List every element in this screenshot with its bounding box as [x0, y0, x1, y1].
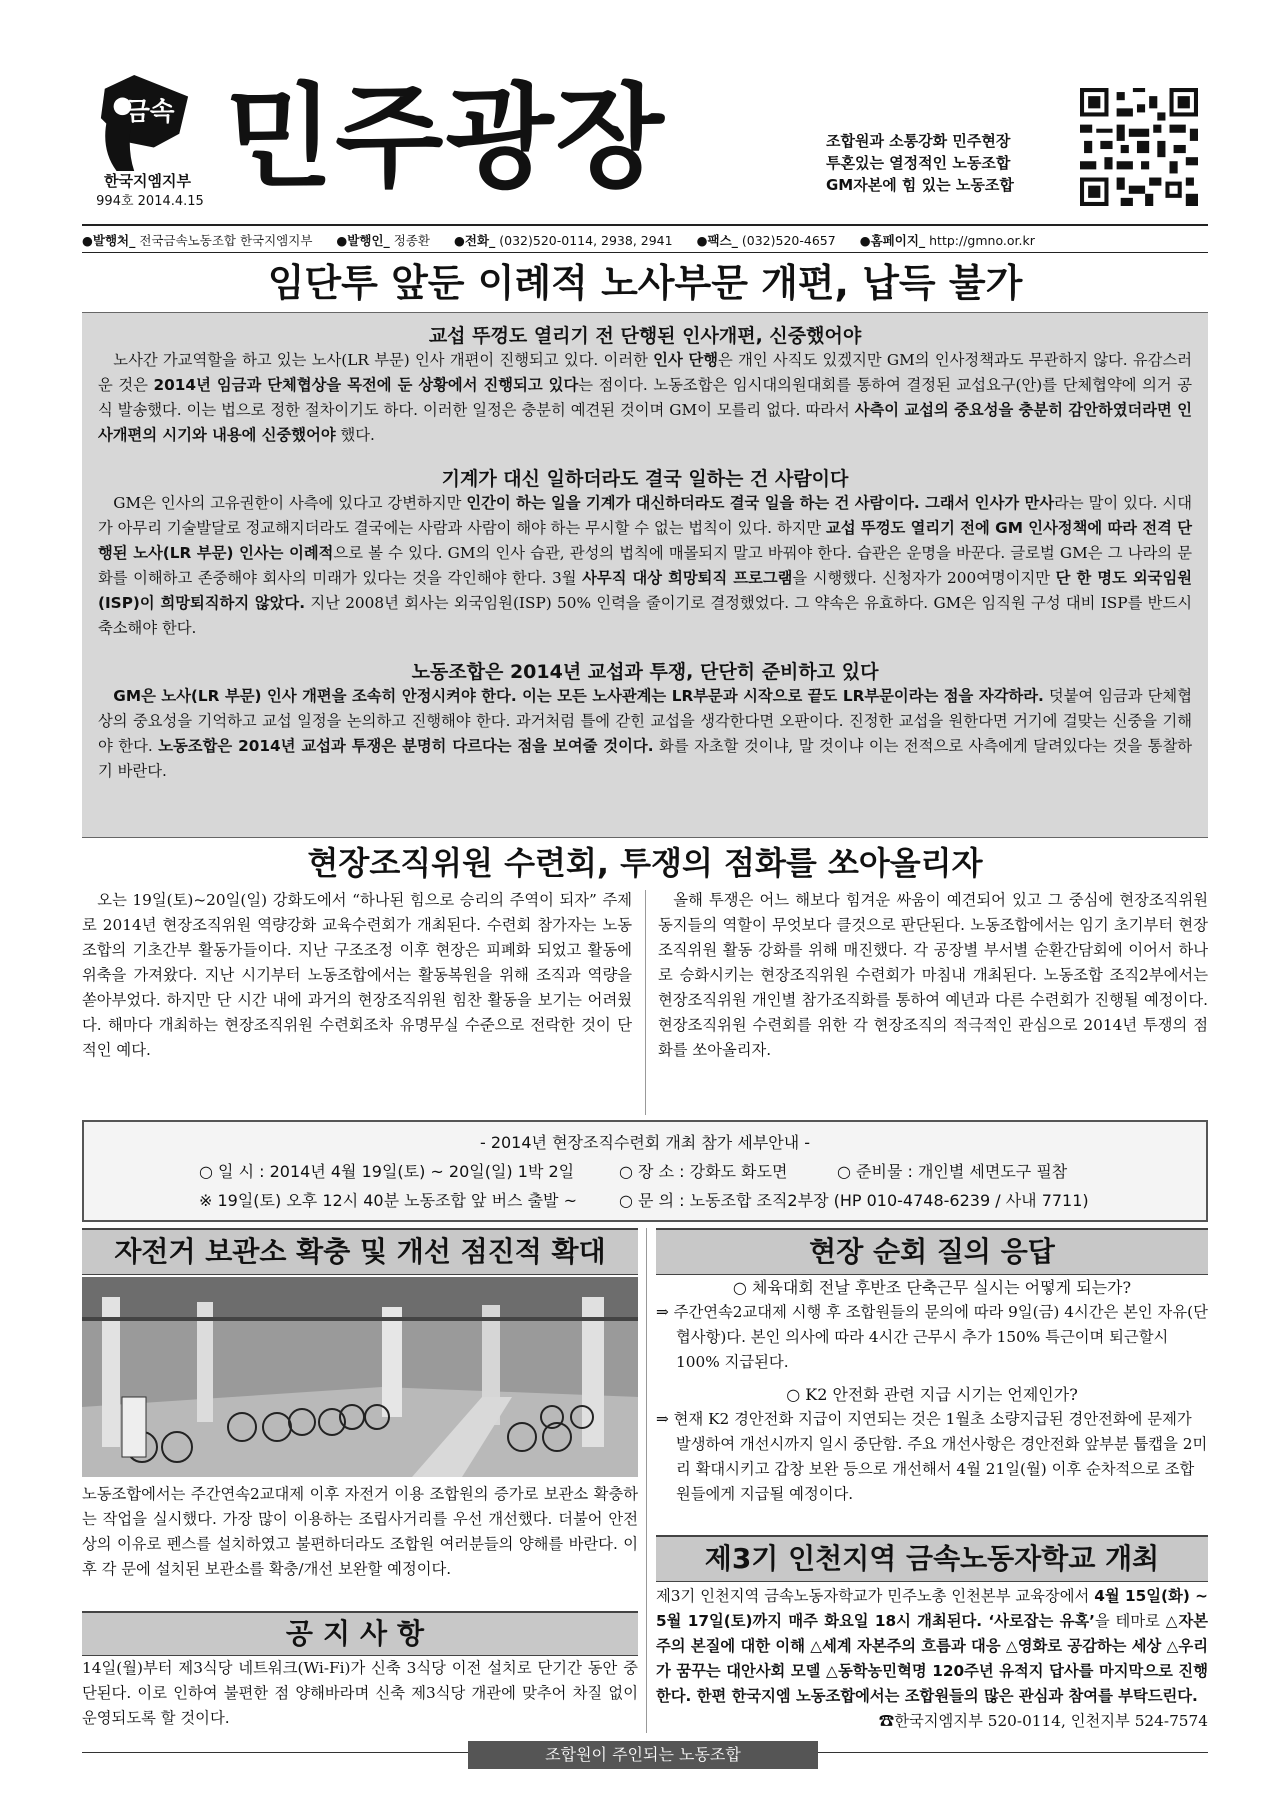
- lead-headline: 임단투 앞둔 이례적 노사부문 개편, 납득 불가: [267, 261, 1023, 305]
- answer-2: ⇒ 현재 K2 경안전화 지급이 지연되는 것은 1월초 소량지급된 경안전화에 문제가 발생하여 개선시까지 일시 중단함. 주요 개선사항은 경안전화 앞부분 툽캡을 2미리 확대시키고 갑창 보완 등으로 개선해서 4월 21일(월) 이후 순차적으로 조합원들에게 지급될 예정이다.: [656, 1410, 1208, 1503]
- training-headline: 현장조직위원 수련회, 투쟁의 점화를 쏘아올리자: [307, 844, 983, 882]
- subhead-1: 교섭 뚜껑도 열리기 전 단행된 인사개편, 신중했어야: [428, 325, 862, 347]
- logo-text: 금속: [125, 97, 175, 128]
- info-rule: [82, 252, 1208, 253]
- column-divider: [645, 890, 646, 1115]
- bike-text: 노동조합에서는 주간연속2교대제 이후 자전거 이용 조합원의 증가로 보관소 확충하는 작업을 실시했다. 가장 많이 이용하는 조립사거리를 우선 개선했다. 더불어 안전상의 이유로 펜스를 설치하였고 불편하더라도 조합원 여러분들의 양해를 바란다. 이후 각 문에 설치된 보관소를 확충/개선 보완할 예정이다.: [82, 1485, 638, 1578]
- training-info-row-2: ※ 19일(토) 오후 12시 40분 노동조합 앞 버스 출발 ~ ○ 문 의 : 노동조합 조직2부장 (HP 010-4748-6239 / 사내 7711): [199, 1191, 1089, 1210]
- training-info-title: - 2014년 현장조직수련회 개최 참가 세부안내 -: [479, 1133, 811, 1152]
- paragraph-1: 노사간 가교역할을 하고 있는 노사(LR 부문) 인사 개편이 진행되고 있다. 이러한 인사 단행은 개인 사직도 있겠지만 GM의 인사정책과도 무관하지 않다. 유감스러운 것은 2014년 임금과 단체협상을 목전에 둔 상황에서 진행되고 있다는 점이다. 노동조합은 임시대의원대회를 통하여 결정된 교섭요구(안)를 단체협약에 의거 공식 발송했다. 이는 법으로 정한 절차이기도 하다. 이러한 일정은 충분히 예견된 것이며 GM이 모를리 없다. 따라서 사측이 교섭의 중요성을 충분히 감안하였더라면 인사개편의 시기와 내용에 신중했어야 했다.: [98, 351, 1192, 444]
- question-2: ○ K2 안전화 관련 지급 시기는 언제인가?: [786, 1385, 1078, 1404]
- school-contact: ☎한국지엠지부 520-0114, 인천지부 524-7574: [878, 1712, 1208, 1730]
- newspaper-title: 민주광장: [225, 73, 666, 203]
- issue-number: 994호 2014.4.15: [96, 194, 204, 209]
- question-1: ○ 체육대회 전날 후반조 단축근무 실시는 어떻게 되는가?: [732, 1278, 1132, 1297]
- footer-slogan: 조합원이 주인되는 노동조합: [468, 1741, 818, 1769]
- training-info-row-1: ○ 일 시 : 2014년 4월 19일(토) ~ 20일(일) 1박 2일 ○ 장 소 : 강화도 화도면 ○ 준비물 : 개인별 세면도구 필참: [199, 1162, 1068, 1181]
- info-homepage[interactable]: ●홈페이지_ http://gmno.or.kr: [859, 233, 1035, 248]
- training-text-right: 올해 투쟁은 어느 해보다 힘겨운 싸움이 예견되어 있고 그 중심에 현장조직위원 동지들의 역할이 무엇보다 클것으로 판단된다. 노동조합에서는 임기 초기부터 현장조직위원 활동 강화를 위해 매진했다. 각 공장별 부서별 순환간담회에 이어서 하나로 승화시키는 현장조직위원 수련회가 마침내 개최된다. 노동조합 조직2부에서는 현장조직위원 개인별 참가조직화를 통하여 예년과 다른 수련회가 진행될 예정이다. 현장조직위원 수련회를 위한 각 현장조직의 적극적인 관심으로 2014년 투쟁의 점화를 쏘아올리자.: [658, 891, 1208, 1059]
- bike-parking-photo: [82, 1277, 638, 1477]
- info-fax: ●팩스_ (032)520-4657: [696, 233, 836, 248]
- lead-article-box: [82, 312, 1208, 838]
- info-phone: ●전화_ (032)520-0114, 2938, 2941: [453, 233, 673, 248]
- notice-text: 14일(월)부터 제3식당 네트워크(Wi-Fi)가 신축 3식당 이전 설치로 단기간 동안 중단된다. 이로 인하여 불편한 점 양해바라며 신축 제3식당 개관에 맞추어 차질 없이 운영되도록 할 것이다.: [82, 1659, 638, 1727]
- qa-headline: 현장 순회 질의 응답: [656, 1228, 1208, 1275]
- qa-section: [656, 1276, 1208, 1507]
- paragraph-2: GM은 인사의 고유권한이 사측에 있다고 강변하지만 인간이 하는 일을 기계가 대신하더라도 결국 일을 하는 건 사람이다. 그래서 인사가 만사라는 말이 있다. 시대가 아무리 기술발달로 정교해지더라도 결국에는 사람과 사람이 해야 하는 무시할 수 없는 법칙이 있다. 하지만 교섭 뚜껑도 열리기 전에 GM 인사정책에 따라 전격 단행된 노사(LR 부문) 인사는 이례적으로 볼 수 있다. GM의 인사 습관, 관성의 법칙에 매몰되지 말고 바꿔야 한다. 습관은 운명을 바꾼다. 글로벌 GM은 그 나라의 문화를 이해하고 존중해야 회사의 미래가 있다는 것을 각인해야 한다. 3월 사무직 대상 희망퇴직 프로그램을 시행했다. 신청자가 200여명이지만 단 한 명도 외국임원(ISP)이 희망퇴직하지 않았다. 지난 2008년 회사는 외국임원(ISP) 50% 인력을 줄이기로 결정했었다. 그 약속은 유효하다. GM은 임직원 구성 대비 ISP를 반드시 축소해야 한다.: [98, 494, 1193, 637]
- info-editor: ●발행인_ 정종환: [336, 233, 430, 248]
- school-text: 제3기 인천지역 금속노동자학교가 민주노총 인천본부 교육장에서 4월 15일(화) ~ 5월 17일(토)까지 매주 화요일 18시 개최된다. ‘사로잡는 유혹’을 테마로 △자본주의 본질에 대한 이해 △세계 자본주의 흐름과 대응 △영화로 공감하는 세상 △우리가 꿈꾸는 대안사회 모델 △동학농민혁명 120주년 유적지 답사를 마지막으로 진행한다. 한편 한국지엠 노동조합에서는 조합원들의 많은 관심과 참여를 부탁드린다. ☎한국지엠지부 520-0114, 인천지부 524-7574: [656, 1584, 1208, 1734]
- training-info-box: [82, 1120, 1208, 1222]
- publisher-info-bar: [82, 229, 1208, 251]
- notice-headline: 공지사항: [82, 1611, 638, 1656]
- union-logo: [95, 68, 193, 178]
- school-headline: 제3기 인천지역 금속노동자학교 개최: [656, 1535, 1208, 1582]
- union-name: 한국지엠지부: [104, 172, 191, 190]
- subhead-3: 노동조합은 2014년 교섭과 투쟁, 단단히 준비하고 있다: [411, 661, 879, 683]
- paragraph-3: GM은 노사(LR 부문) 인사 개편을 조속히 안정시켜야 한다. 이는 모든 노사관계는 LR부문과 시작으로 끝도 LR부문이라는 점을 자각하라. 덧붙여 임금과 단체협상의 중요성을 기억하고 교섭 일정을 논의하고 진행해야 한다. 과거처럼 틀에 갇힌 교섭을 생각한다면 오판이다. 진정한 교섭을 원한다면 거기에 걸맞는 신중을 기해야 한다. 노동조합은 2014년 교섭과 투쟁은 분명히 다르다는 점을 보여줄 것이다. 화를 자초할 것이냐, 말 것이냐 이는 전적으로 사측에게 달려있다는 것을 통찰하기 바란다.: [98, 687, 1192, 780]
- training-text-left: 오는 19일(토)~20일(일) 강화도에서 “하나된 힘으로 승리의 주역이 되자” 주제로 2014년 현장조직위원 역량강화 교육수련회가 개최된다. 수련회 참가자는 노동조합의 기초간부 활동가들이다. 지난 구조조정 이후 현장은 피폐화 되었고 활동에 위축을 가져왔다. 지난 시기부터 노동조합에서는 활동복원을 위해 조직과 역량을 쏟아부었다. 하지만 단 시간 내에 과거의 현장조직위원 힘찬 활동을 보기는 어려웠다. 해마다 개최하는 현장조직위원 수련회조차 유명무실 수준으로 전락한 것이 단적인 예다.: [82, 891, 632, 1059]
- answer-1: ⇒ 주간연속2교대제 시행 후 조합원들의 문의에 따라 9일(금) 4시간은 본인 자유(단협사항)다. 본인 의사에 따라 4시간 근무시 추가 150% 특근이며 퇴근할시 100% 지급된다.: [656, 1303, 1208, 1371]
- motto-3: GM자본에 힘 있는 노동조합: [826, 176, 1014, 194]
- mottos: [826, 130, 1056, 196]
- subhead-2: 기계가 대신 일하더라도 결국 일하는 건 사람이다: [441, 468, 849, 490]
- motto-2: 투혼있는 열정적인 노동조합: [826, 154, 1011, 172]
- bottom-column-divider: [646, 1228, 647, 1733]
- bike-headline: 자전거 보관소 확충 및 개선 점진적 확대: [82, 1228, 638, 1275]
- motto-1: 조합원과 소통강화 민주현장: [826, 132, 1011, 150]
- qr-code[interactable]: [1080, 88, 1198, 206]
- masthead-rule: [82, 224, 1208, 226]
- info-publisher: ●발행처_ 전국금속노동조합 한국지엠지부: [82, 233, 313, 248]
